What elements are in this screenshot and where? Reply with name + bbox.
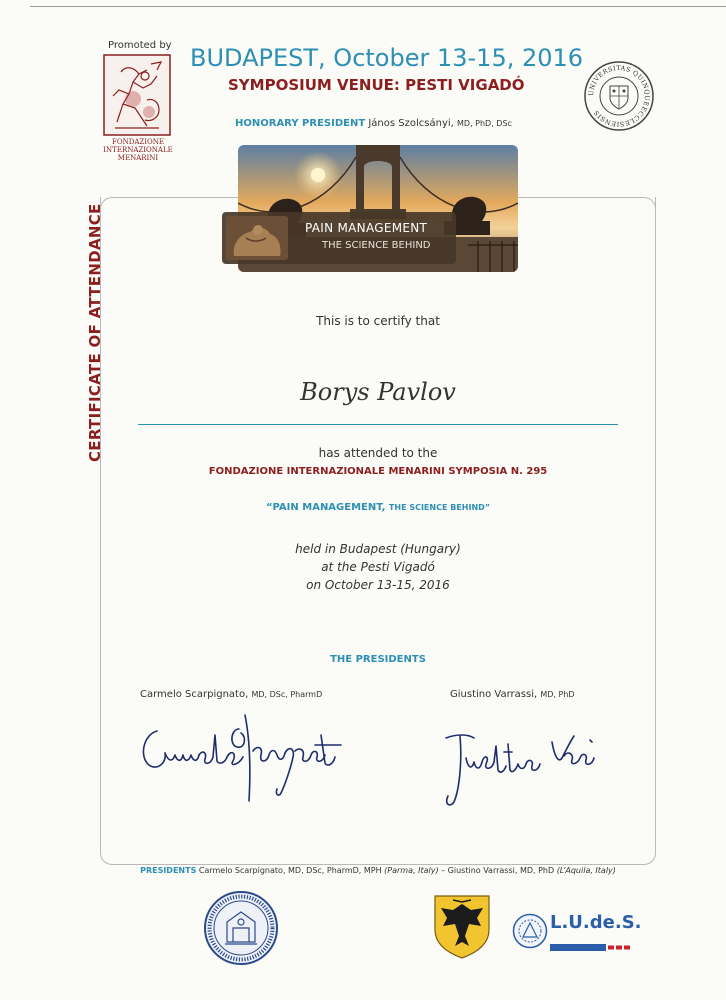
top-border-line [30,6,726,7]
footer-location-2: (L’Aquila, Italy) [556,866,616,875]
honorary-president-label: HONORARY PRESIDENT [235,118,366,129]
symposium-subject [100,502,656,513]
president-2-signature [440,718,600,808]
ludes-flag-bar [550,936,630,943]
fondazione-name: FONDAZIONE INTERNAZIONALE MENARINI [103,138,173,162]
footer-label: PRESIDENTS [140,866,197,875]
university-parma-seal [203,890,279,966]
event-title: BUDAPEST, October 13-15, 2016 [190,44,584,72]
fondazione-menarini-logo [103,54,171,136]
name-underline [138,424,618,425]
banner-title: PAIN MANAGEMENT [305,221,428,235]
president-2-fullname: Giustino Varrassi, [450,689,538,700]
held-date: on October 13-15, 2016 [306,578,450,592]
footer-separator: – [441,866,446,875]
president-2-name [450,689,575,700]
held-details [100,540,656,594]
held-venue: at the Pesti Vigadó [321,560,435,574]
honorary-president-line [235,118,512,129]
symposium-venue: SYMPOSIUM VENUE: PESTI VIGADÓ [228,76,525,94]
honorary-president-degrees: MD, PhD, DSc [457,119,512,128]
recipient-name: Borys Pavlov [300,378,456,406]
footer-president-1: Carmelo Scarpignato, MD, DSc, PharmD, MPH [198,866,382,875]
president-2-degrees: MD, PhD [540,690,575,699]
symposia-title: FONDAZIONE INTERNAZIONALE MENARINI SYMPOSIA N. 295 [208,466,548,477]
banner-subtitle: THE SCIENCE BEHIND [322,240,431,251]
footer-location-1: (Parma, Italy) [384,866,439,875]
attended-text: has attended to the [318,446,438,460]
ludes-logo-text: L.U.de.S. [550,912,642,933]
president-1-name [140,689,322,700]
footer-presidents [100,858,656,877]
sculpture-thumbnail-image [226,216,288,260]
president-1-signature [135,705,350,805]
certificate-of-attendance-title: CERTIFICATE OF ATTENDANCE [86,203,104,462]
held-location: held in Budapest (Hungary) [295,542,461,556]
subject-small: THE SCIENCE BEHIND” [388,503,491,512]
ludes-emblem-icon [512,913,548,949]
university-seal-text: UNIVERSITAS QUINQUEECCLESIENSIS [586,63,652,129]
presidents-heading: THE PRESIDENTS [330,654,426,665]
university-pecs-seal [583,60,655,132]
president-1-degrees: MD, DSc, PharmD [251,690,323,699]
certify-text: This is to certify that [316,314,440,328]
promoted-by-label: Promoted by [108,40,172,51]
footer-president-2: Giustino Varrassi, MD, PhD [447,866,555,875]
honorary-president-name: János Szolcsányi, [368,118,454,129]
president-1-fullname: Carmelo Scarpignato, [140,689,249,700]
subject-main: “PAIN MANAGEMENT, [265,502,386,513]
eagle-shield-logo [433,892,491,960]
